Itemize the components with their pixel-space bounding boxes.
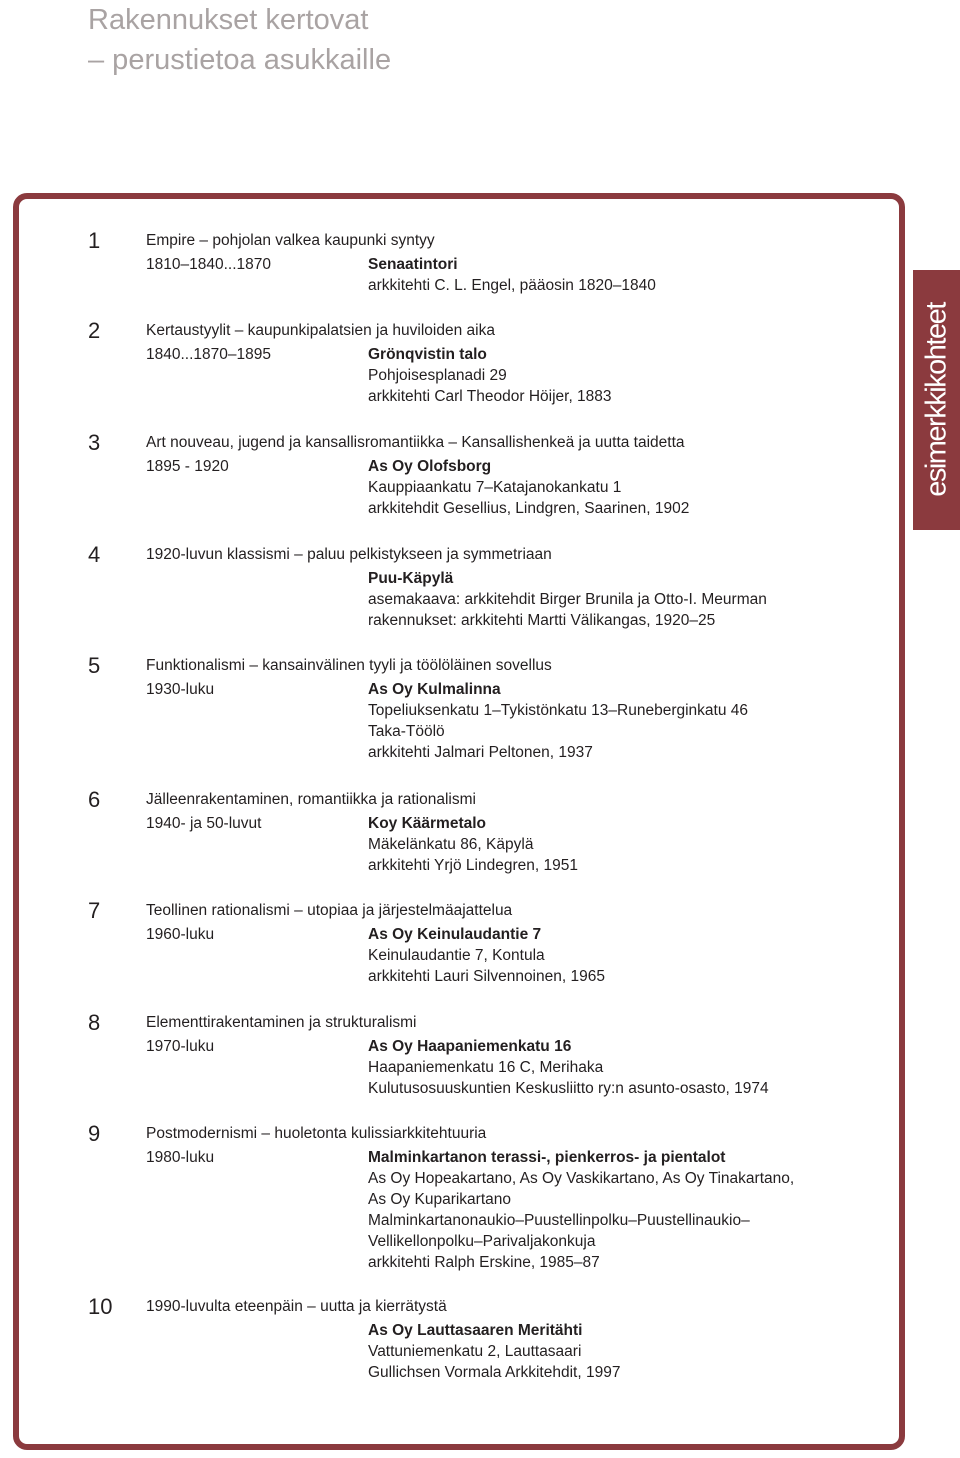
entry-building: As Oy Lauttasaaren Meritähti — [368, 1322, 583, 1339]
entry-number: 7 — [88, 898, 101, 923]
side-tab — [913, 270, 960, 530]
entry-era: Postmodernismi – huoletonta kulissiarkkitehtuuria — [146, 1125, 487, 1142]
entry-number: 9 — [88, 1121, 101, 1146]
entry-building: Malminkartanon terassi-, pienkerros- ja pientalot — [368, 1149, 726, 1166]
entry-detail: Mäkelänkatu 86, Käpylä — [368, 836, 534, 853]
title-line-2: – perustietoa asukkaille — [88, 44, 392, 76]
entry-detail: arkkitehti Jalmari Peltonen, 1937 — [368, 744, 593, 761]
entry-building: Puu-Käpylä — [368, 570, 454, 587]
entry-detail: Topeliuksenkatu 1–Tykistönkatu 13–Runeberginkatu 46 — [368, 702, 749, 719]
entry-period: 1940- ja 50-luvut — [146, 815, 262, 832]
title-line-1: Rakennukset kertovat — [88, 4, 369, 36]
entry-era: Jälleenrakentaminen, romantiikka ja rationalismi — [146, 791, 476, 808]
entry-number: 8 — [88, 1010, 101, 1035]
entry-era: Art nouveau, jugend ja kansallisromantiikka – Kansallishenkeä ja uutta taidetta — [146, 434, 685, 451]
entry-detail: asemakaava: arkkitehdit Birger Brunila ja Otto-I. Meurman — [368, 591, 767, 608]
entry-detail: arkkitehti Lauri Silvennoinen, 1965 — [368, 968, 605, 985]
entry-detail: arkkitehti C. L. Engel, pääosin 1820–1840 — [368, 277, 656, 294]
entry-period: 1980-luku — [146, 1149, 215, 1166]
entry-building: Koy Käärmetalo — [368, 815, 487, 832]
entry-era: 1920-luvun klassismi – paluu pelkistykseen ja symmetriaan — [146, 546, 552, 563]
entry-era: Empire – pohjolan valkea kaupunki syntyy — [146, 232, 435, 249]
entry-detail: Gullichsen Vormala Arkkitehdit, 1997 — [368, 1364, 621, 1381]
entry-era: Teollinen rationalismi – utopiaa ja järjestelmäajattelua — [146, 902, 513, 919]
entry-era: Kertaustyylit – kaupunkipalatsien ja huviloiden aika — [146, 322, 495, 339]
entry-number: 2 — [88, 318, 101, 343]
entry-detail: Vattuniemenkatu 2, Lauttasaari — [368, 1343, 582, 1360]
entry-number: 10 — [88, 1294, 113, 1319]
entry-period: 1810–1840...1870 — [146, 256, 271, 273]
entry-era: 1990-luvulta eteenpäin – uutta ja kierrätystä — [146, 1298, 447, 1315]
entry-building: As Oy Kulmalinna — [368, 681, 501, 698]
page-title — [88, 0, 391, 80]
entry-building: As Oy Olofsborg — [368, 458, 492, 475]
entry-building: As Oy Keinulaudantie 7 — [368, 926, 542, 943]
entry-building: As Oy Haapaniemenkatu 16 — [368, 1038, 572, 1055]
entry-period: 1960-luku — [146, 926, 215, 943]
entry-detail: Malminkartanonaukio–Puustellinpolku–Puustellinaukio– — [368, 1212, 750, 1229]
entry-detail: Keinulaudantie 7, Kontula — [368, 947, 545, 964]
entry-detail: arkkitehti Carl Theodor Höijer, 1883 — [368, 388, 612, 405]
entry-period: 1930-luku — [146, 681, 215, 698]
entry-detail: arkkitehti Yrjö Lindegren, 1951 — [368, 857, 578, 874]
entry-detail: Pohjoisesplanadi 29 — [368, 367, 507, 384]
entry-detail: Vellikellonpolku–Parivaljakonkuja — [368, 1233, 596, 1250]
entry-detail: Kulutusosuuskuntien Keskusliitto ry:n asunto-osasto, 1974 — [368, 1080, 769, 1097]
entry-number: 5 — [88, 653, 101, 678]
side-tab-label: esimerkkikohteet — [920, 303, 952, 497]
entry-period: 1895 - 1920 — [146, 458, 229, 475]
entry-detail: As Oy Hopeakartano, As Oy Vaskikartano, As Oy Tinakartano, — [368, 1170, 795, 1187]
entry-building: Grönqvistin talo — [368, 346, 487, 363]
entry-period: 1840...1870–1895 — [146, 346, 271, 363]
entry-detail: As Oy Kuparikartano — [368, 1191, 512, 1208]
entry-period: 1970-luku — [146, 1038, 215, 1055]
entry-number: 4 — [88, 542, 101, 567]
entry-detail: rakennukset: arkkitehti Martti Välikangas, 1920–25 — [368, 612, 716, 629]
entry-number: 6 — [88, 787, 101, 812]
entry-detail: Taka-Töölö — [368, 723, 445, 740]
entry-era: Funktionalismi – kansainvälinen tyyli ja töölöläinen sovellus — [146, 657, 552, 674]
entry-detail: arkkitehti Ralph Erskine, 1985–87 — [368, 1254, 600, 1271]
entry-number: 1 — [88, 228, 101, 253]
entry-detail: arkkitehdit Gesellius, Lindgren, Saarinen, 1902 — [368, 500, 690, 517]
entry-detail: Haapaniemenkatu 16 C, Merihaka — [368, 1059, 604, 1076]
entry-building: Senaatintori — [368, 256, 458, 273]
entry-number: 3 — [88, 430, 101, 455]
entry-era: Elementtirakentaminen ja strukturalismi — [146, 1014, 417, 1031]
entry-detail: Kauppiaankatu 7–Katajanokankatu 1 — [368, 479, 622, 496]
